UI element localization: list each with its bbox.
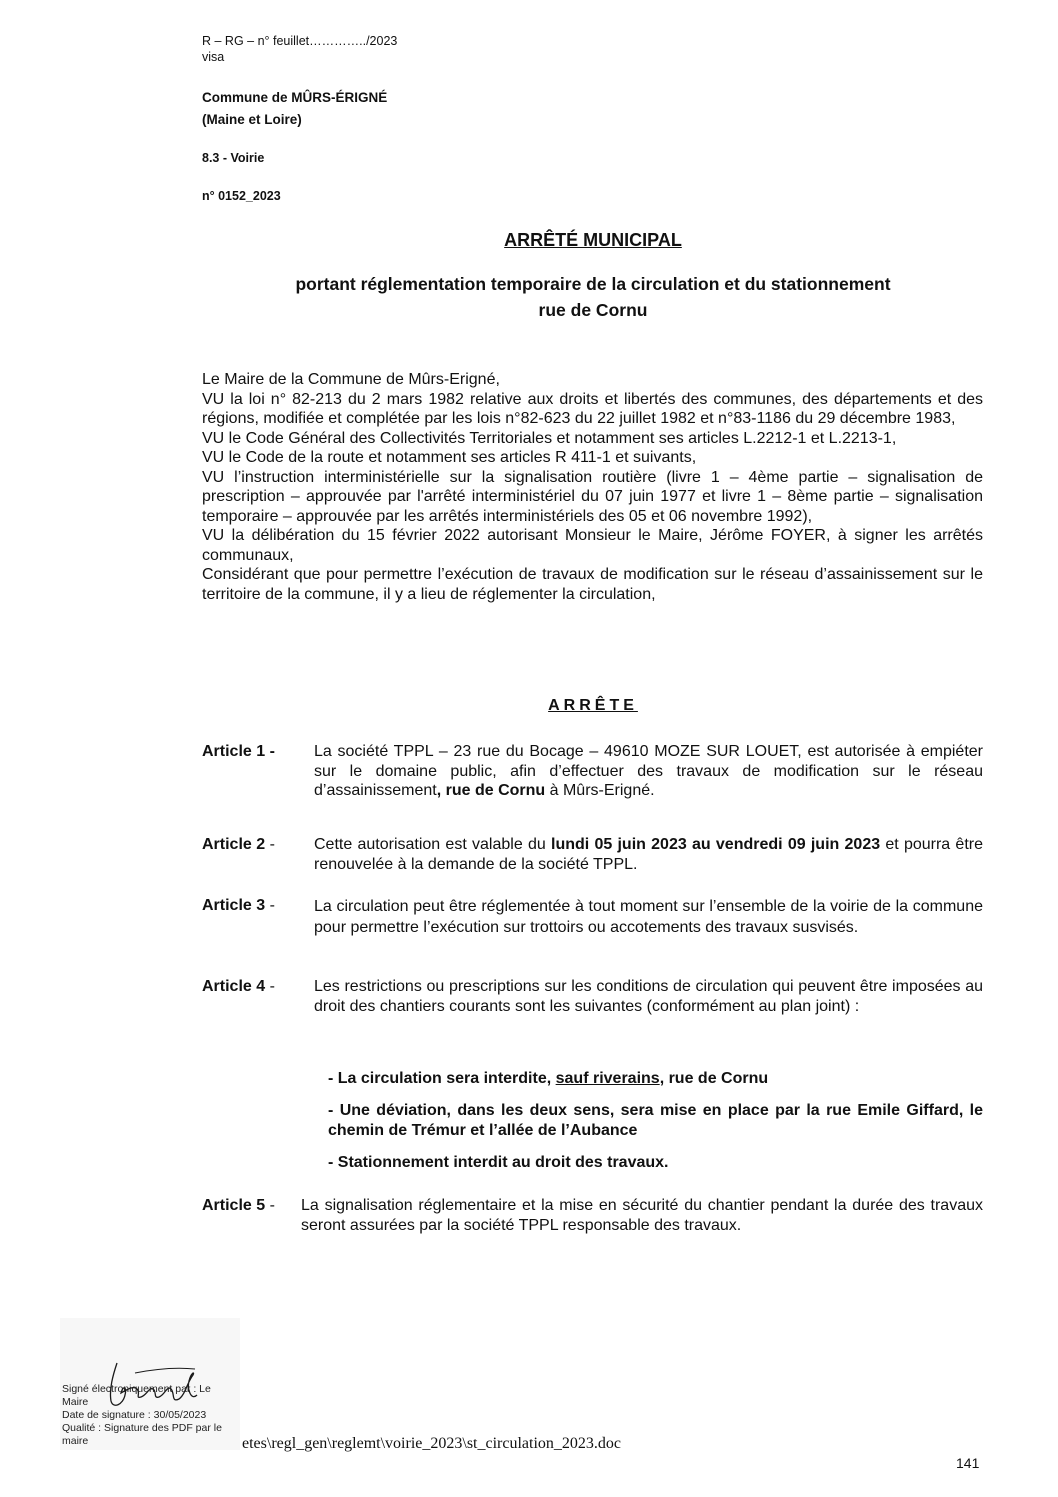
article-4-label-bold: Article 4 bbox=[202, 978, 266, 995]
preamble-line: VU l’instruction interministérielle sur la signalisation routière (livre 1 – 4ème partie – signalisation de prescription – approuvée par l'arrêté interministériel du 07 juin 1977 et livre 1 – 8ème partie – signalisation temporaire – approuvée par les arrêtés interministériels des 05 et 06 novembre 1992), bbox=[202, 468, 983, 525]
article-1-text-bold: , rue de Cornu bbox=[436, 782, 546, 799]
arrete-heading: ARRÊTE bbox=[548, 697, 638, 714]
document-subtitle-line1: portant réglementation temporaire de la circulation et du stationnement bbox=[295, 274, 891, 294]
preamble-line: VU le Code de la route et notamment ses articles R 411-1 et suivants, bbox=[202, 449, 697, 466]
preamble-line: VU la délibération du 15 février 2022 autorisant Monsieur le Maire, Jérôme FOYER, à signer les arrêtés communaux, bbox=[202, 527, 983, 564]
signature-date: Date de signature : 30/05/2023 bbox=[62, 1409, 207, 1421]
article-2-label bbox=[202, 835, 275, 855]
signature-info bbox=[62, 1383, 238, 1448]
article-3-label-dash: - bbox=[265, 897, 275, 914]
article-1-text bbox=[314, 742, 983, 801]
reference-line: R – RG – n° feuillet…………../2023 bbox=[202, 34, 398, 48]
signature-quality-cont: maire bbox=[62, 1435, 89, 1447]
article-4-bullet-3: - Stationnement interdit au droit des travaux. bbox=[328, 1154, 669, 1171]
article-2-label-dash: - bbox=[265, 836, 275, 853]
article-4-text: Les restrictions ou prescriptions sur les conditions de circulation qui peuvent être imposées au droit des chantiers courants sont les suivantes (conformément au plan joint) : bbox=[314, 978, 983, 1015]
article-5-text: La signalisation réglementaire et la mise en sécurité du chantier pendant la durée des travaux seront assurées par la société TPPL responsable des travaux. bbox=[301, 1197, 983, 1234]
document-subtitle-line2: rue de Cornu bbox=[538, 300, 648, 320]
article-5-label bbox=[202, 1196, 275, 1216]
bullet-1-part: , rue de Cornu bbox=[659, 1070, 769, 1087]
preamble-line: VU la loi n° 82-213 du 2 mars 1982 relative aux droits et libertés des communes, des départements et des régions, modifiée et complétée par les lois n°82-623 du 22 juillet 1982 et n°83-1186 du 29 décembre 1983, bbox=[202, 390, 983, 427]
commune-name: Commune de MÛRS-ÉRIGNÉ bbox=[202, 90, 388, 105]
preamble-line: Le Maire de la Commune de Mûrs-Erigné, bbox=[202, 371, 500, 388]
signature-quality: Qualité : Signature des PDF par le bbox=[62, 1422, 222, 1434]
article-5-label-bold: Article 5 bbox=[202, 1197, 266, 1214]
article-2-text-part: Cette autorisation est valable du bbox=[314, 836, 551, 853]
preamble-line: VU le Code Général des Collectivités Territoriales et notamment ses articles L.2212-1 et L.2213-1, bbox=[202, 429, 897, 447]
article-1-text-part: à Mûrs-Erigné. bbox=[545, 782, 655, 799]
article-2-text-bold: lundi 05 juin 2023 au vendredi 09 juin 2023 bbox=[551, 836, 881, 853]
article-4-label-dash: - bbox=[265, 978, 275, 995]
article-4-bullet-2: - Une déviation, dans les deux sens, sera mise en place par la rue Emile Giffard, le chemin de Trémur et l’allée de l’Aubance bbox=[328, 1102, 983, 1139]
article-1-text-part: La société TPPL – 23 rue du Bocage – 49610 MOZE SUR LOUET, est autorisée à empiéter sur le domaine public, afin d’effectuer des travaux de modification sur le réseau d’assainissement bbox=[314, 743, 983, 799]
article-4-bullet-1 bbox=[328, 1069, 983, 1089]
signature-signer-role: Maire bbox=[62, 1396, 89, 1408]
signature-signer: Signé électroniquement par : Le bbox=[62, 1383, 211, 1395]
article-3-label-bold: Article 3 bbox=[202, 897, 266, 914]
article-2-text-part: et pourra être renouvelée à la demande de la société TPPL. bbox=[314, 836, 984, 873]
visa-label: visa bbox=[202, 50, 225, 64]
category-label: 8.3 - Voirie bbox=[202, 151, 265, 165]
document-title: ARRÊTÉ MUNICIPAL bbox=[504, 230, 682, 250]
preamble-line: Considérant que pour permettre l’exécution de travaux de modification sur le réseau d’assainissement sur le territoire de la commune, il y a lieu de réglementer la circulation, bbox=[202, 566, 983, 603]
article-3-label bbox=[202, 896, 275, 916]
article-1-label: Article 1 - bbox=[202, 743, 275, 760]
order-number: n° 0152_2023 bbox=[202, 189, 281, 203]
page-number: 141 bbox=[956, 1455, 980, 1471]
bullet-1-part: - La circulation sera interdite, bbox=[328, 1070, 556, 1087]
preamble bbox=[202, 370, 983, 604]
article-2-text bbox=[314, 835, 983, 874]
file-path: etes\regl_gen\reglemt\voirie_2023\st_circulation_2023.doc bbox=[242, 1435, 622, 1452]
article-3-text: La circulation peut être réglementée à tout moment sur l’ensemble de la voirie de la commune pour permettre l’exécution sur trottoirs ou accotements des travaux susvisés. bbox=[314, 898, 983, 936]
article-5-label-dash: - bbox=[265, 1197, 275, 1214]
department-name: (Maine et Loire) bbox=[202, 112, 302, 127]
bullet-1-underlined: sauf riverains bbox=[555, 1070, 660, 1087]
article-4-label bbox=[202, 977, 275, 997]
article-2-label-bold: Article 2 bbox=[202, 836, 266, 853]
